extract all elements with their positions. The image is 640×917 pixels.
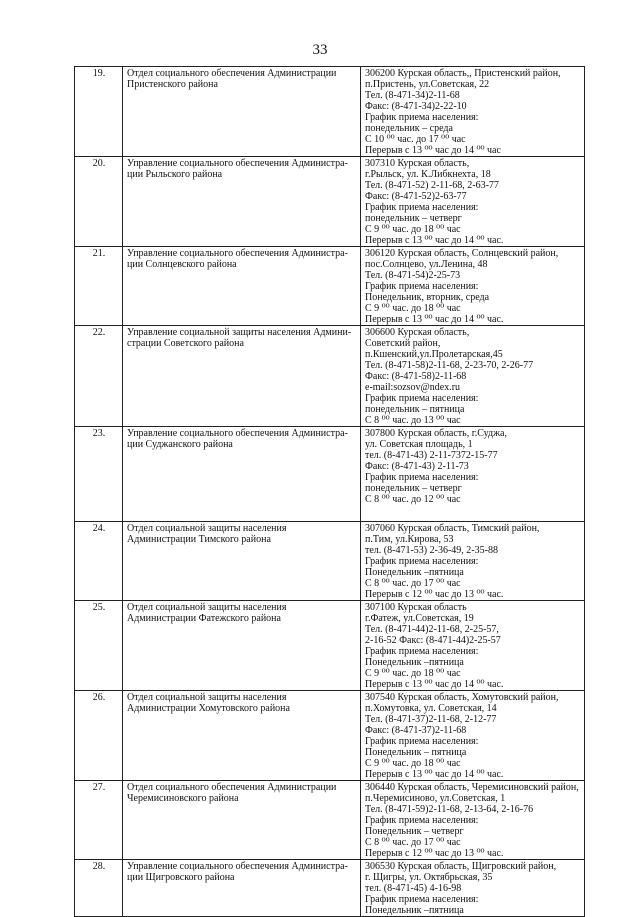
contact-line: понедельник – четверг: [365, 483, 462, 494]
contact-line: С 8 ⁰⁰ час. до 17 ⁰⁰ час: [365, 578, 461, 589]
contact-line: 306600 Курская область,: [365, 327, 470, 338]
contact-line: Тел. (8-471-54)2-25-73: [365, 270, 461, 281]
contact-line: тел. (8-471-53) 2-36-49, 2-35-88: [365, 545, 498, 556]
contact-line: Факс: (8-471-43) 2-11-73: [365, 461, 469, 472]
contact-line: пос.Солнцево, ул.Ленина, 48: [365, 259, 488, 270]
contact-line: График приема населения:: [365, 894, 479, 905]
table-row: [75, 157, 585, 247]
contact-info: [361, 781, 585, 860]
table-row: [75, 601, 585, 691]
contact-info: [361, 157, 585, 247]
organization-name: Управление социальной защиты населения Админи-страции Советского района: [123, 326, 361, 427]
organization-name: Управление социального обеспечения Администра-ции Щигровского района: [123, 860, 361, 917]
contact-line: График приема населения:: [365, 281, 479, 292]
table-row: [75, 522, 585, 601]
contact-line: Тел. (8-471-37)2-11-68, 2-12-77: [365, 714, 497, 725]
row-number: 23.: [75, 427, 123, 522]
contact-line: График приема населения:: [365, 393, 479, 404]
contact-line: График приема населения:: [365, 736, 479, 747]
contact-line: понедельник – пятница: [365, 404, 465, 415]
contact-line: ул. Советская площадь, 1: [365, 439, 473, 450]
contact-line: Советский район,: [365, 338, 441, 349]
contact-line: С 9 ⁰⁰ час. до 18 ⁰⁰ час: [365, 758, 461, 769]
contact-line: г.Рыльск, ул. К.Либкнехта, 18: [365, 169, 491, 180]
table-row: [75, 67, 585, 157]
contacts-table: [74, 66, 585, 917]
contacts-table-body: [75, 67, 585, 917]
table-row: [75, 691, 585, 781]
contact-line: 306200 Курская область,, Пристенский район,: [365, 68, 561, 79]
contact-line: 307310 Курская область,: [365, 158, 470, 169]
table-row: [75, 326, 585, 427]
contact-line: 307060 Курская область, Тимский район,: [365, 523, 540, 534]
contact-line: 307540 Курская область, Хомутовский район,: [365, 692, 559, 703]
contact-line: С 9 ⁰⁰ час. до 18 ⁰⁰ час: [365, 668, 461, 679]
row-number: 26.: [75, 691, 123, 781]
organization-name: Отдел социального обеспечения Администрации Пристенского района: [123, 67, 361, 157]
contact-info: [361, 326, 585, 427]
contact-line: Понедельник, вторник, среда: [365, 292, 490, 303]
organization-name: Управление социального обеспечения Администра-ции Суджанского района: [123, 427, 361, 522]
contact-line: 307800 Курская область, г.Суджа,: [365, 428, 507, 439]
contact-line: График приема населения:: [365, 112, 479, 123]
table-row: [75, 427, 585, 522]
contact-line: График приема населения:: [365, 472, 479, 483]
row-number: 21.: [75, 247, 123, 326]
contact-line: Перерыв с 13 ⁰⁰ час до 14 ⁰⁰ час.: [365, 679, 504, 690]
contact-line: г.Фатеж, ул.Советская, 19: [365, 613, 474, 624]
contact-line: Факс: (8-471-37)2-11-68: [365, 725, 467, 736]
contact-line: Понедельник – четверг: [365, 826, 464, 837]
contact-line: С 8 ⁰⁰ час. до 12 ⁰⁰ час: [365, 494, 461, 505]
contact-line: Тел. (8-471-52) 2-11-68, 2-63-77: [365, 180, 499, 191]
row-number: 25.: [75, 601, 123, 691]
organization-name: Управление социального обеспечения Администра-ции Рыльского района: [123, 157, 361, 247]
contact-line: e-mail:sozsov@ndex.ru: [365, 382, 461, 393]
contact-line: График приема населения:: [365, 556, 479, 567]
contact-line: Понедельник –пятница: [365, 567, 464, 578]
contact-line: Перерыв с 12 ⁰⁰ час до 13 ⁰⁰ час.: [365, 589, 504, 600]
contact-line: Тел. (8-471-34)2-11-68: [365, 90, 460, 101]
contact-line: 306530 Курская область, Щигровский район,: [365, 861, 557, 872]
contact-line: понедельник – четверг: [365, 213, 462, 224]
row-number: 19.: [75, 67, 123, 157]
contact-line: п.Кшенский,ул.Пролетарская,45: [365, 349, 503, 360]
contact-line: понедельник – среда: [365, 123, 453, 134]
contact-line: п.Тим, ул.Кирова, 53: [365, 534, 454, 545]
contact-line: тел. (8-471-45) 4-16-98: [365, 883, 462, 894]
contact-line: п.Хомутовка, ул. Советская, 14: [365, 703, 497, 714]
contact-line: Перерыв с 13 ⁰⁰ час до 14 ⁰⁰ час: [365, 145, 501, 156]
row-number: 27.: [75, 781, 123, 860]
organization-name: Отдел социальной защиты населения Администрации Хомутовского района: [123, 691, 361, 781]
contact-line: С 8 ⁰⁰ час. до 13 ⁰⁰ час: [365, 415, 461, 426]
contact-line: График приема населения:: [365, 202, 479, 213]
contact-info: [361, 67, 585, 157]
contact-line: Понедельник –пятница: [365, 657, 464, 668]
contact-line: График приема населения:: [365, 815, 479, 826]
contact-info: [361, 860, 585, 917]
contact-line: С 9 ⁰⁰ час. до 18 ⁰⁰ час: [365, 224, 461, 235]
contact-line: Факс: (8-471-34)2-22-10: [365, 101, 467, 112]
contact-line: График приема населения:: [365, 646, 479, 657]
contact-line: Тел. (8-471-59)2-11-68, 2-13-64, 2-16-76: [365, 804, 534, 815]
contact-line: Перерыв с 13 ⁰⁰ час до 14 ⁰⁰ час.: [365, 314, 504, 325]
contact-line: Перерыв с 12 ⁰⁰ час до 13 ⁰⁰ час.: [365, 848, 504, 859]
contact-line: С 10 ⁰⁰ час. до 17 ⁰⁰ час: [365, 134, 466, 145]
contact-line: г. Щигры, ул. Октябрьская, 35: [365, 872, 493, 883]
row-number: 28.: [75, 860, 123, 917]
table-row: [75, 781, 585, 860]
organization-name: Отдел социального обеспечения Администрации Черемисиновского района: [123, 781, 361, 860]
contact-line: Понедельник – пятница: [365, 747, 467, 758]
contact-line: С 9 ⁰⁰ час. до 18 ⁰⁰ час: [365, 303, 461, 314]
contact-info: [361, 247, 585, 326]
contact-line: С 8 ⁰⁰ час. до 17 ⁰⁰ час: [365, 837, 461, 848]
contact-line: Перерыв с 13 ⁰⁰ час до 14 ⁰⁰ час.: [365, 235, 504, 246]
table-row: [75, 247, 585, 326]
row-number: 22.: [75, 326, 123, 427]
contact-line: п.Пристень, ул.Советская, 22: [365, 79, 490, 90]
contact-line: Перерыв с 13 ⁰⁰ час до 14 ⁰⁰ час.: [365, 769, 504, 780]
contact-info: [361, 691, 585, 781]
contact-line: Факс: (8-471-52)2-63-77: [365, 191, 467, 202]
contact-line: тел. (8-471-43) 2-11-7372-15-77: [365, 450, 498, 461]
contact-line: 306440 Курская область, Черемисиновский район,: [365, 782, 579, 793]
row-number: 24.: [75, 522, 123, 601]
contact-line: 2-16-52 Факс: (8-471-44)2-25-57: [365, 635, 501, 646]
contact-line: п.Черемисиново, ул.Советская, 1: [365, 793, 506, 804]
contact-line: Тел. (8-471-44)2-11-68, 2-25-57,: [365, 624, 499, 635]
contact-line: Тел. (8-471-58)2-11-68, 2-23-70, 2-26-77: [365, 360, 534, 371]
contact-info: [361, 522, 585, 601]
contact-line: Понедельник –пятница: [365, 905, 464, 916]
table-row: [75, 860, 585, 917]
page-number: 33: [312, 42, 328, 58]
contact-line: 307100 Курская область: [365, 602, 467, 613]
contact-info: [361, 601, 585, 691]
row-number: 20.: [75, 157, 123, 247]
organization-name: Отдел социальной защиты населения Администрации Фатежского района: [123, 601, 361, 691]
organization-name: Отдел социальной защиты населения Администрации Тимского района: [123, 522, 361, 601]
contact-line: 306120 Курская область, Солнцевский район,: [365, 248, 559, 259]
contact-line: Факс: (8-471-58)2-11-68: [365, 371, 467, 382]
contact-info: [361, 427, 585, 522]
organization-name: Управление социального обеспечения Администра-ции Солнцевского района: [123, 247, 361, 326]
